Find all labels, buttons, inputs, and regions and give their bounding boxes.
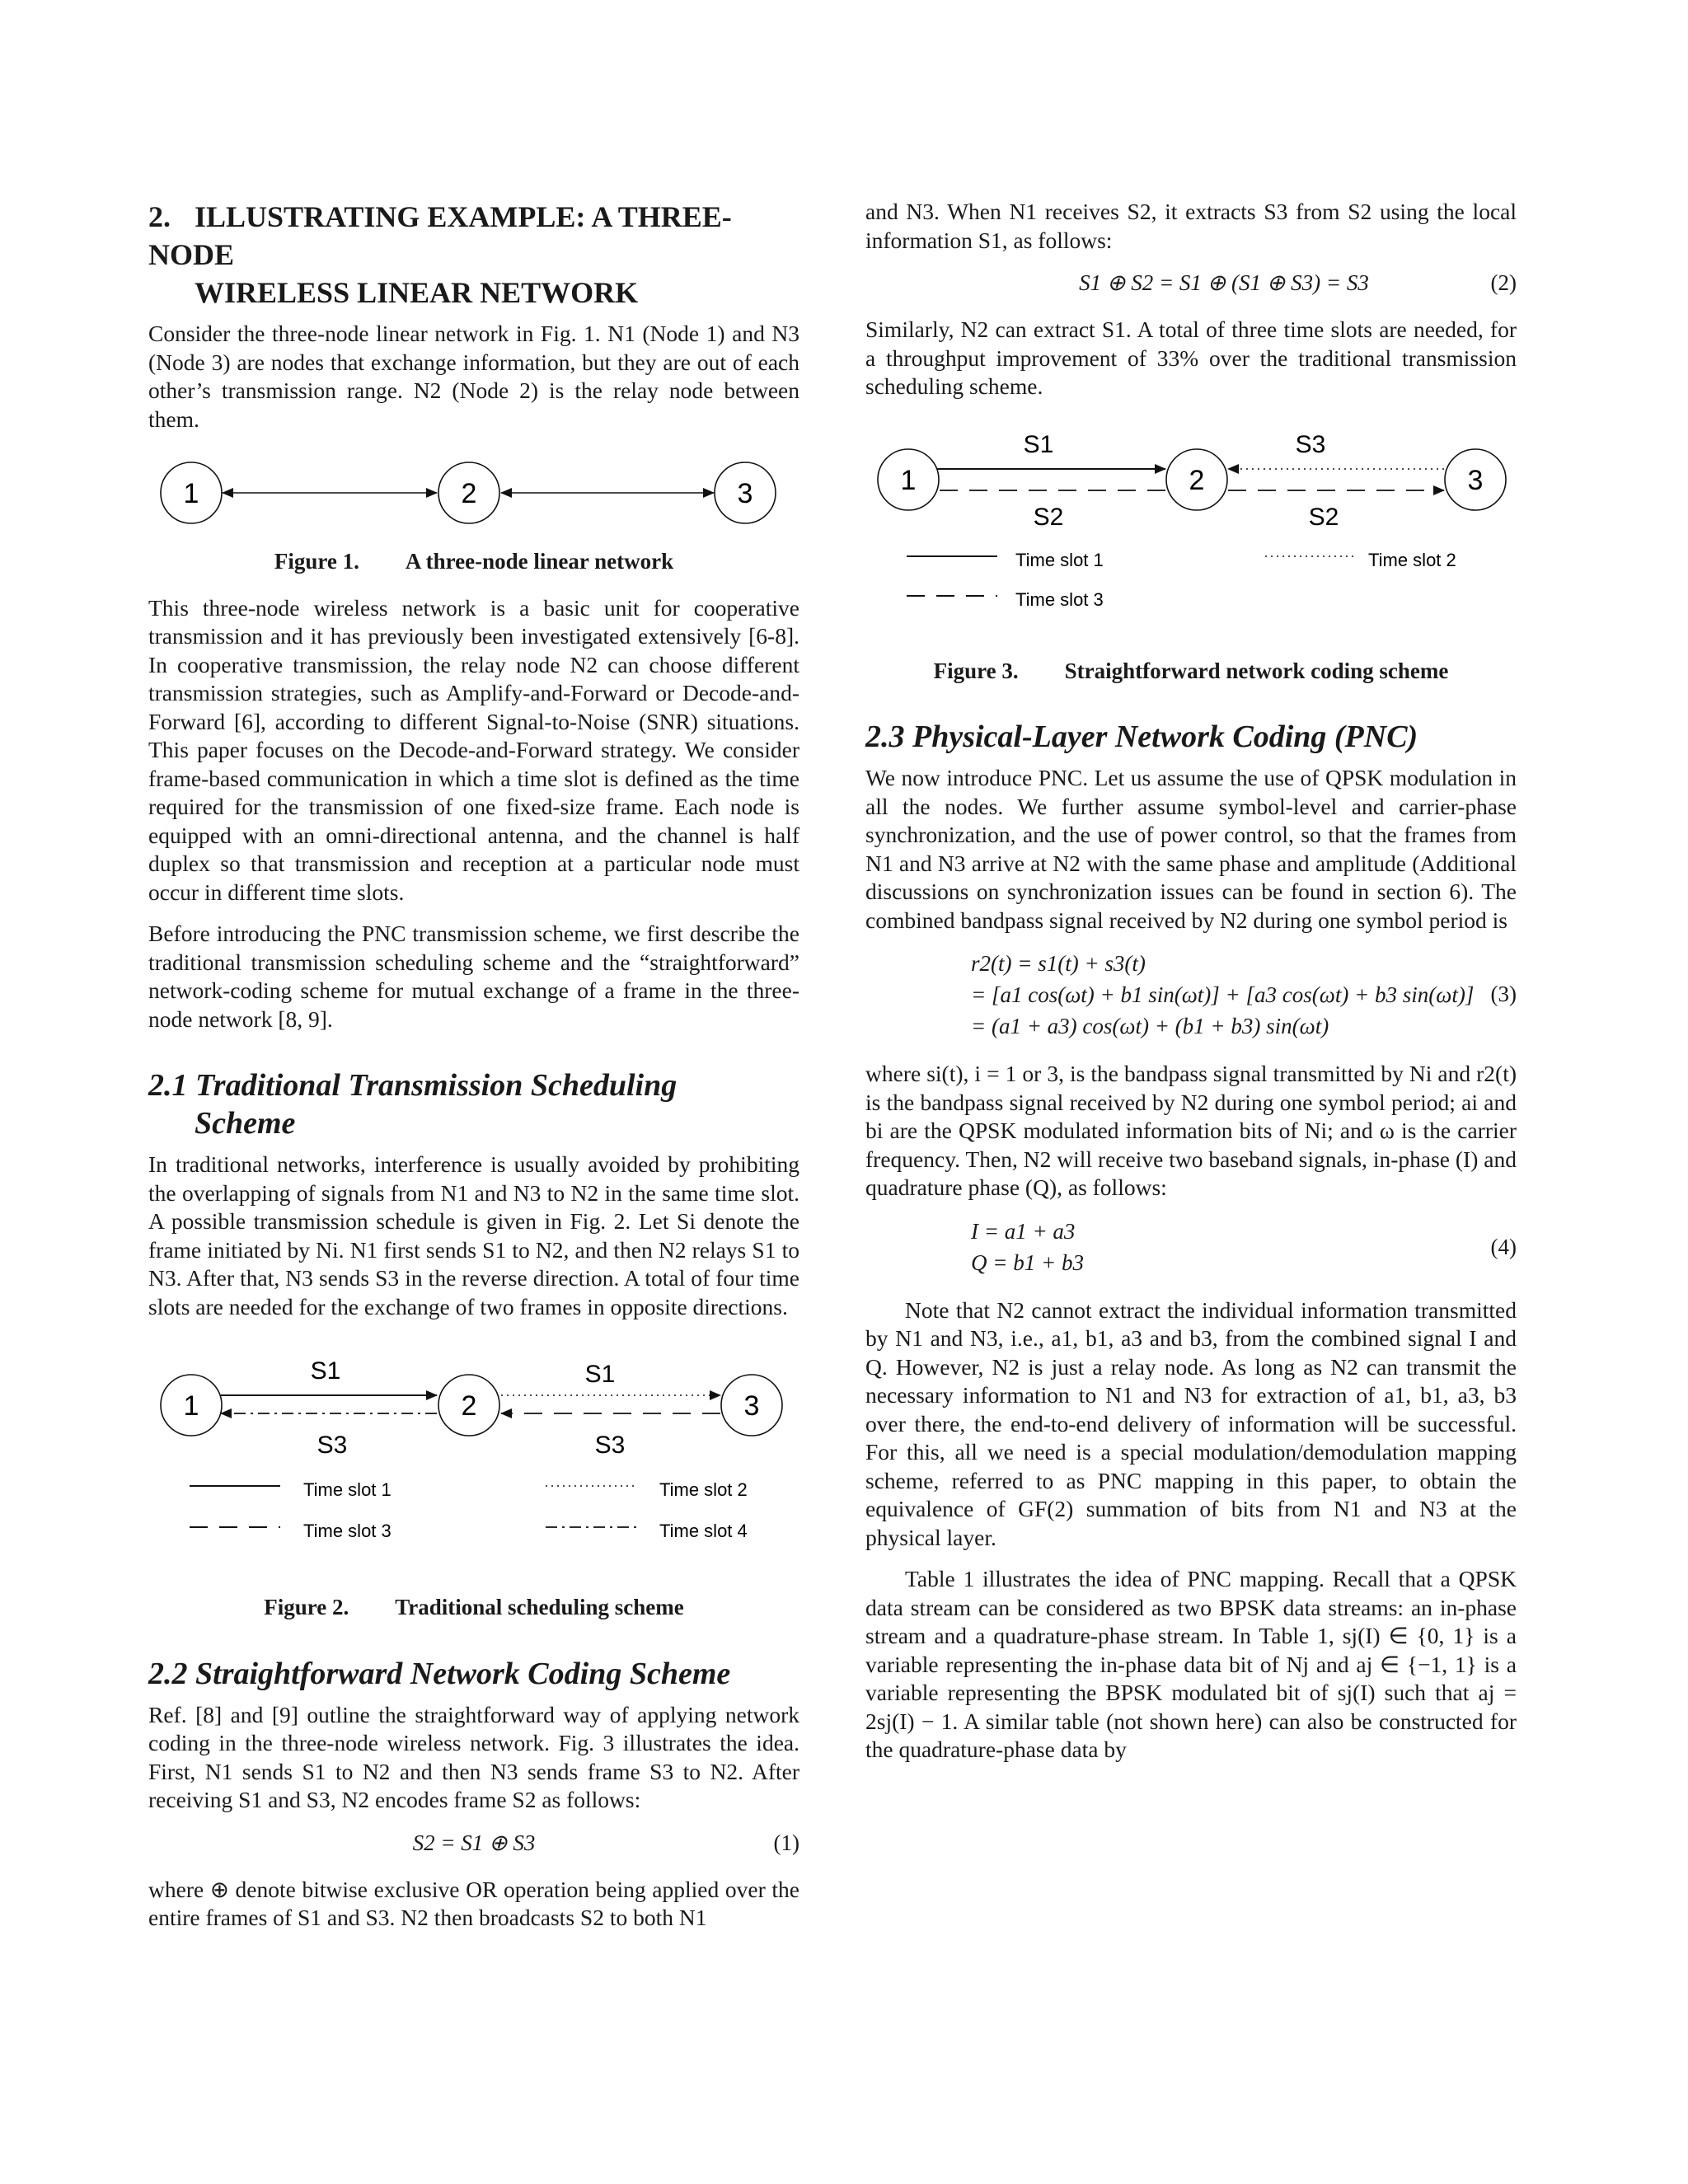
legend-slot1: Time slot 1 (303, 1479, 392, 1500)
fig1-node-2-label: 2 (461, 478, 477, 509)
section-2-1-para: In traditional networks, interference is usually avoided by prohibiting the overlapping of signals from N1 and N3 to N2 in the same time slot. A possible transmission schedule is given in Fig. 2. Let Si denote the frame initiated by Ni. N1 first sends S1 to N2, and then N2 relays S1 to N3. After that, N3 sends S3 in the reverse direction. A total of four time slots are needed for the exchange of two frames in opposite directions. (148, 1151, 799, 1319)
equation-2 (865, 268, 1517, 298)
figure-3-diagram (865, 434, 1517, 624)
section-2-para-2: This three-node wireless network is a basic unit for cooperative transmission and it has previously been investigated extensively [6-8]. In cooperative transmission, the relay node N2 can choose different transmission strategies, such as Amplify-and-Forward or Decode-and-Forward [6], according to different Signal-to-Noise (SNR) situations. This paper focuses on the Decode-and-Forward strategy. We consider frame-based communication in which a time slot is defined as the time required for the transmission of one fixed-size frame. Each node is equipped with an omni-directional antenna, and the channel is half duplex so that transmission and reception at a particular node must occur in different time slots. (148, 594, 799, 905)
equation-3-line-1: r2(t) = s1(t) + s3(t) (971, 951, 1146, 976)
equation-3-line-2: = [a1 cos(ωt) + b1 sin(ωt)] + [a3 cos(ωt) + b3 sin(ωt)] (971, 982, 1475, 1007)
equation-2-number: (2) (1490, 270, 1517, 295)
fig3-label-s3: S3 (1295, 434, 1326, 458)
fig1-node-1-label: 1 (183, 478, 199, 509)
fig2-label-s1-b: S1 (584, 1361, 616, 1388)
section-2-3-para-4: Table 1 illustrates the idea of PNC mapping. Recall that a QPSK data stream can be considered as two BPSK data streams: an in-phase stream and a quadrature-phase stream. In Table 1, sj(I) ∈ {0, 1} is a variable representing the in-phase data bit of Nj and aj ∈ {−1, 1} is a variable representing the BPSK modulated bit of sj(I) such that aj = 2sj(I) − 1. A similar table (not shown here) can also be constructed for the quadrature-phase data by (865, 1566, 1517, 1762)
equation-1-body: S2 = S1 ⊕ S3 (412, 1830, 536, 1855)
section-2-para-3: Before introducing the PNC transmission scheme, we first describe the traditional transmission scheduling scheme and the “straightforward” network-coding scheme for mutual exchange of a frame in the three-node network [8, 9]. (148, 921, 799, 1032)
legend-slot1: Time slot 1 (1015, 549, 1104, 570)
section-2-3-heading: 2.3 Physical-Layer Network Coding (PNC) (865, 719, 1418, 754)
section-2-1-title-line1: 2.1 Traditional Transmission Scheduling (148, 1068, 678, 1103)
equation-4-line-2: Q = b1 + b3 (971, 1249, 1084, 1275)
figure-3-title: Straightforward network coding scheme (1064, 658, 1449, 683)
fig2-node-3-label: 3 (743, 1390, 760, 1422)
section-2-para-1: Consider the three-node linear network in Fig. 1. N1 (Node 1) and N3 (Node 3) are nodes that exchange information, but they are out of each other’s transmission range. N2 (Node 2) is the relay node between them. (148, 321, 799, 432)
figure-2-title: Traditional scheduling scheme (395, 1595, 684, 1619)
section-title-line1: ILLUSTRATING EXAMPLE: A THREE-NODE (148, 200, 732, 271)
fig2-label-s1-a: S1 (310, 1357, 341, 1385)
fig3-label-s2-right: S2 (1308, 503, 1339, 531)
equation-3 (865, 948, 1517, 1042)
legend-slot4: Time slot 4 (659, 1521, 748, 1541)
legend-slot3: Time slot 3 (1015, 588, 1104, 610)
figure-2-caption (148, 1593, 799, 1622)
section-number: 2. (148, 200, 171, 233)
legend-slot2: Time slot 2 (659, 1479, 748, 1500)
section-2-2-heading: 2.2 Straightforward Network Coding Scheme (148, 1656, 731, 1691)
section-2-3-para-1: We now introduce PNC. Let us assume the use of QPSK modulation in all the nodes. We further assume symbol-level and carrier-phase synchronization, and the use of power control, so that the frames from N1 and N3 arrive at N2 with the same phase and amplitude (Additional discussions on synchronization issues can be found in section 6). The combined bandpass signal received by N2 during one symbol period is (865, 765, 1517, 933)
section-2-2-para-3: Similarly, N2 can extract S1. A total of three time slots are needed, for a throughput improvement of 33% over the traditional transmission scheduling scheme. (865, 316, 1517, 399)
equation-4-number: (4) (1490, 1234, 1517, 1259)
fig3-node-2-label: 2 (1189, 464, 1205, 496)
right-column (865, 198, 1517, 1765)
section-2-2-para-1: Ref. [8] and [9] outline the straightforward way of applying network coding in the three-node wireless network. Fig. 3 illustrates the idea. First, N1 sends S1 to N2 and then N3 sends frame S3 to N2. After receiving S1 and S3, N2 encodes frame S2 as follows: (148, 1701, 799, 1812)
figure-2-diagram (148, 1354, 799, 1568)
fig3-label-s2-left: S2 (1033, 503, 1064, 531)
fig2-node-1-label: 1 (183, 1390, 199, 1422)
figure-2-label: Figure 2. (264, 1595, 349, 1619)
legend-slot3: Time slot 3 (303, 1521, 392, 1541)
equation-2-body: S1 ⊕ S2 = S1 ⊕ (S1 ⊕ S3) = S3 (1079, 270, 1369, 295)
equation-1 (148, 1828, 799, 1858)
left-column (148, 198, 799, 1933)
figure-3-caption (865, 657, 1517, 686)
figure-1-caption (148, 547, 799, 576)
section-2-heading (148, 198, 799, 312)
equation-3-number: (3) (1490, 982, 1517, 1006)
figure-1-title: A three-node linear network (405, 549, 674, 574)
section-2-3-para-2: where si(t), i = 1 or 3, is the bandpass signal transmitted by Ni and r2(t) is the bandpass signal received by N2 during one symbol period; ai and bi are the QPSK modulated information bits of Ni; and ω is the carrier frequency. Then, N2 will receive two baseband signals, in-phase (I) and quadrature phase (Q), as follows: (865, 1061, 1517, 1200)
fig1-node-3-label: 3 (737, 478, 753, 509)
equation-3-line-3: = (a1 + a3) cos(ωt) + (b1 + b3) sin(ωt) (971, 1014, 1329, 1038)
figure-1-diagram (148, 452, 799, 534)
fig3-node-3-label: 3 (1467, 464, 1484, 496)
equation-1-number: (1) (773, 1830, 799, 1855)
section-2-2-para-2-cont: and N3. When N1 receives S2, it extracts S3 from S2 using the local information S1, as follows: (865, 199, 1517, 253)
section-2-1-heading (148, 1066, 799, 1142)
section-2-3-para-3: Note that N2 cannot extract the individual information transmitted by N1 and N3, i.e., a1, b1, a3 and b3, from the combined signal I and Q. However, N2 is just a relay node. As long as N2 can transmit the necessary information to N1 and N3 for extraction of a1, b1, a3, b3 over there, the end-to-end delivery of information will be successful. For this, all we need is a special modulation/demodulation mapping scheme, referred to as PNC mapping in this paper, to obtain the equivalence of GF(2) summation of bits from N1 and N3 at the physical layer. (865, 1296, 1517, 1550)
fig3-node-1-label: 1 (900, 464, 917, 496)
fig2-label-s3-b: S3 (594, 1432, 626, 1459)
equation-4 (865, 1216, 1517, 1278)
fig2-label-s3-a: S3 (316, 1432, 348, 1459)
section-2-2-para-2: where ⊕ denote bitwise exclusive OR operation being applied over the entire frames of S1 and S3. N2 then broadcasts S2 to both N1 (148, 1876, 799, 1930)
section-title-line2: WIRELESS LINEAR NETWORK (195, 276, 639, 309)
figure-1-label: Figure 1. (274, 549, 359, 574)
section-2-1-title-line2: Scheme (195, 1106, 296, 1141)
fig3-label-s1: S1 (1023, 434, 1054, 458)
equation-4-line-1: I = a1 + a3 (971, 1218, 1076, 1244)
fig2-node-2-label: 2 (461, 1390, 477, 1422)
figure-3-label: Figure 3. (933, 658, 1019, 683)
legend-slot2: Time slot 2 (1368, 549, 1456, 570)
